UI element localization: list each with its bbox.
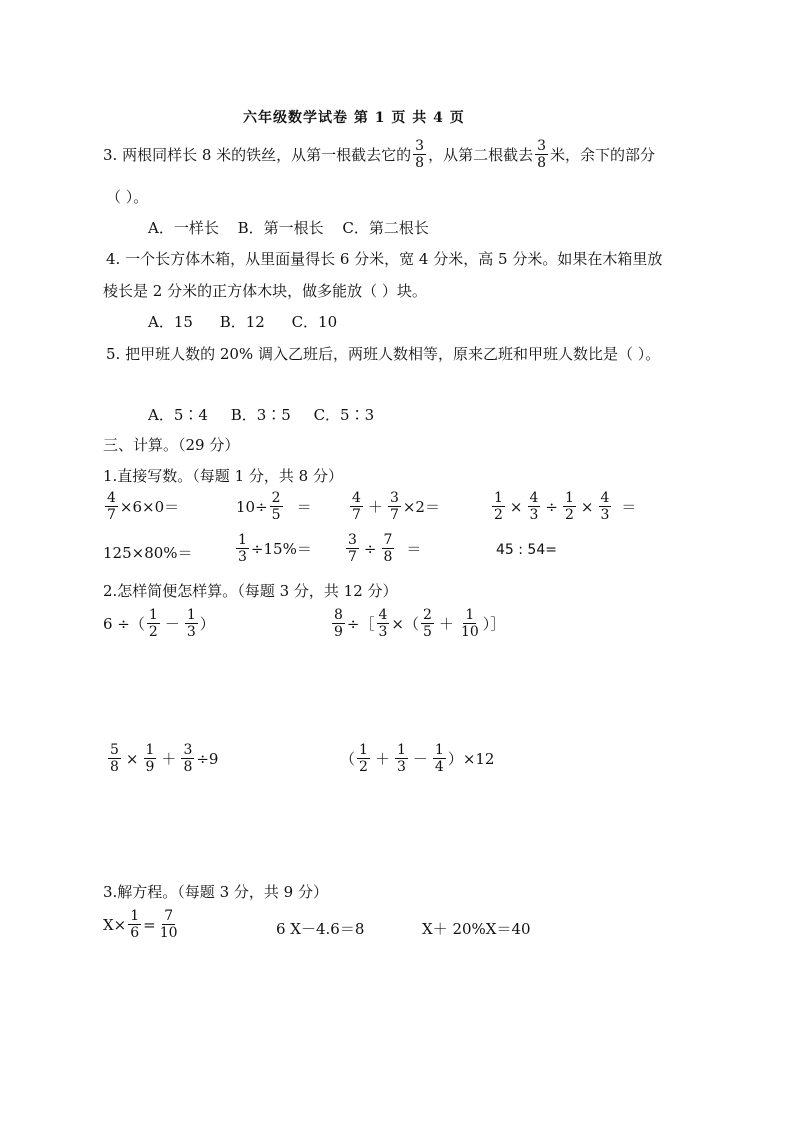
q3-options: A．一样长 B．第一根长 C．第二根长 [148,219,429,237]
fraction: $\frac{4}{7}$ [107,490,116,524]
fraction: $\frac{1}{10}$ [460,607,479,641]
fraction: $\frac{1}{2}$ [494,490,503,524]
fraction: $\frac{1}{2}$ [359,742,368,776]
expr-r1-1: $\frac{4}{7}$ ×6×0＝ [107,490,180,524]
fraction: $\frac{5}{8}$ [110,742,119,776]
section-3-heading: 三、计算。（29 分） [103,436,240,454]
fraction: $\frac{3}{7}$ [348,532,357,566]
subsection-2-heading: 2.怎样简便怎样算。（每题 3 分，共 12 分） [103,582,398,600]
question-4-line-2: 棱长是 2 分米的正方体木块，做多能放（ ）块。 [103,282,427,300]
problem-2-1: 6 ÷（ $\frac{1}{2}$ － $\frac{1}{3}$ ） [103,607,215,641]
equation-1: X× $\frac{1}{6}$ = $\frac{7}{10}$ [103,908,178,942]
expr-r2-4: 45 : 54= [496,542,557,558]
subsection-3-heading: 3.解方程。（每题 3 分，共 9 分） [103,883,328,901]
expr-r2-1: 125×80%＝ [103,544,193,562]
fraction: $\frac{1}{4}$ [434,742,444,776]
problem-2-4: （ $\frac{1}{2}$ ＋ $\frac{1}{3}$ － $\frac{1}{4}$ ）×12 [340,742,495,776]
fraction: $\frac{2}{5}$ [423,607,432,641]
q3-text-c: 米，余下的部分 [550,146,656,165]
page-title: 六年级数学试卷 第 1 页 共 4 页 [243,110,465,126]
fraction: $\frac{4}{3}$ [529,490,539,524]
question-3-line-1 [103,138,655,171]
fraction: $\frac{3}{8}$ [415,138,425,172]
q4-options: A．15 B．12 C．10 [148,313,338,331]
expr-r1-4: $\frac{1}{2}$ × $\frac{4}{3}$ ÷ $\frac{1}{2}$ × $\frac{4}{3}$ ＝ [494,490,637,524]
fraction: $\frac{1}{3}$ [396,742,406,776]
fraction: $\frac{4}{3}$ [600,490,610,524]
fraction: $\frac{1}{2}$ [148,607,158,641]
fraction: $\frac{2}{5}$ [271,490,281,524]
q3-text-a: 3. 两根同样长 8 米的铁丝，从第一根截去它的 [103,146,412,165]
problem-2-2: $\frac{8}{9}$ ÷［ $\frac{4}{3}$ ×（ $\frac{2}{5}$ ＋ $\frac{1}{10}$ ）］ [334,607,506,641]
expr-r2-2: $\frac{1}{3}$ ÷15%＝ [238,532,312,566]
fraction: $\frac{1}{3}$ [186,607,196,641]
expr-r2-3: $\frac{3}{7}$ ÷ $\frac{7}{8}$ ＝ [348,532,422,566]
fraction: $\frac{4}{3}$ [378,607,388,641]
fraction: $\frac{1}{2}$ [565,490,574,524]
problem-2-3: $\frac{5}{8}$ × $\frac{1}{9}$ ＋ $\frac{3}{8}$ ÷9 [110,742,219,776]
subsection-1-heading: 1.直接写数。（每题 1 分，共 8 分） [103,467,343,485]
question-4-line-1: 4. 一个长方体木箱，从里面量得长 6 分米，宽 4 分米，高 5 分米。如果在木箱里放 [106,250,663,268]
expr-r1-3: $\frac{4}{7}$ ＋ $\frac{3}{7}$ ×2＝ [352,490,440,524]
fraction: $\frac{3}{8}$ [183,742,193,776]
question-5-line-1: 5. 把甲班人数的 20% 调入乙班后，两班人数相等，原来乙班和甲班人数比是（ ）。 [106,345,661,363]
fraction: $\frac{8}{9}$ [334,607,343,641]
fraction: $\frac{7}{10}$ [159,908,178,942]
q3-answer-blank: （ ）。 [106,188,149,206]
fraction: $\frac{7}{8}$ [383,532,393,566]
fraction: $\frac{1}{9}$ [145,742,155,776]
fraction: $\frac{3}{7}$ [389,490,399,524]
equation-2: 6 X－4.6＝8 [276,920,365,938]
fraction: $\frac{4}{7}$ [352,490,361,524]
equation-3: X＋ 20%X＝40 [422,920,531,938]
fraction: $\frac{1}{6}$ [130,908,140,942]
q5-options: A．5∶4 B．3∶5 C．5∶3 [148,406,375,424]
fraction: $\frac{1}{3}$ [238,532,247,566]
expr-r1-2: 10÷ $\frac{2}{5}$ ＝ [236,490,312,524]
q3-text-b: ，从第二根截去 [428,146,534,165]
fraction: $\frac{3}{8}$ [537,138,547,172]
